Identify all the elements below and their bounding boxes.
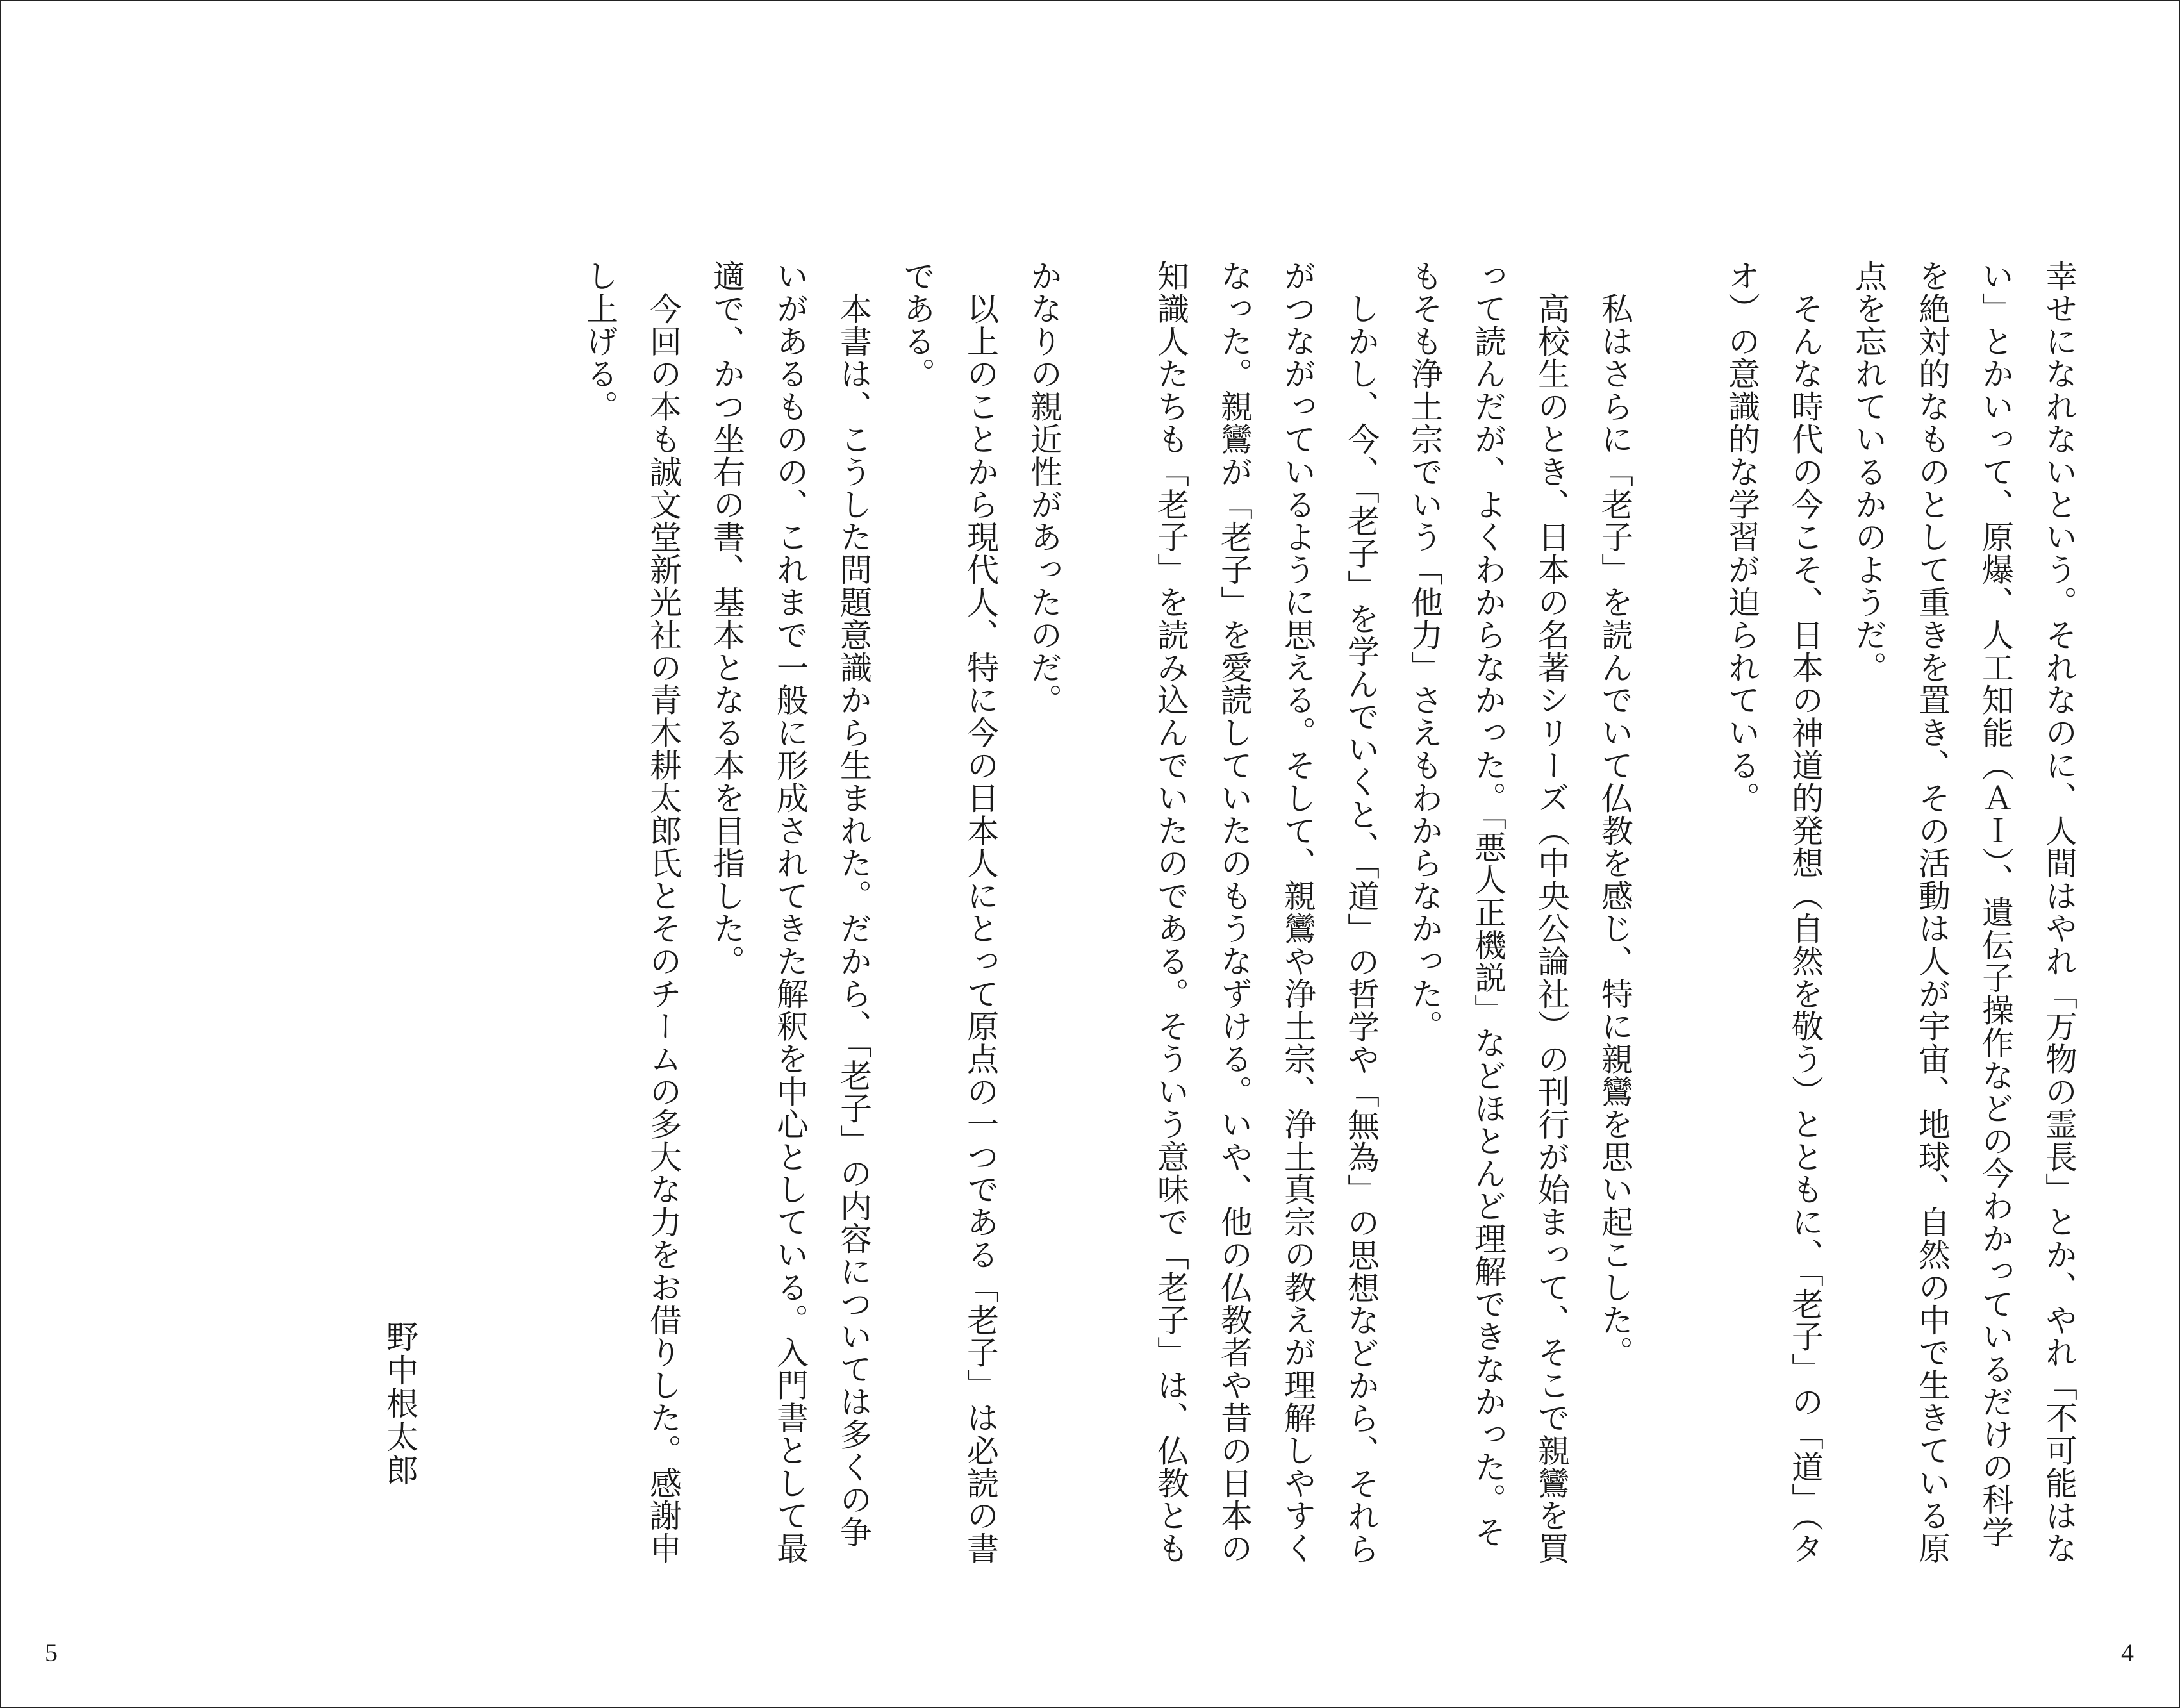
blank-line (1646, 260, 1710, 1541)
body-text (568, 260, 2090, 1565)
text-line: 適で、かつ坐右の書、基本となる本を目指した。 (708, 260, 745, 977)
text-line: し上げる。 (581, 260, 618, 423)
text-line: 幸せになれないという。それなのに、人間はやれ「万物の霊長」とか、やれ「不可能はな (2040, 260, 2077, 1564)
text-line: 点を忘れているかのようだ。 (1850, 260, 1887, 684)
text-line: い」とかいって、原爆、人工知能（ＡＩ）、遺伝子操作などの今わかっているだけの科学 (1977, 260, 2014, 1548)
text-line: いがあるものの、これまで一般に形成されてきた解釈を中心としている。入門書として最 (772, 260, 809, 1564)
text-line: 高校生のとき、日本の名著シリーズ（中央公論社）の刊行が始まって、そこで親鸞を買 (1533, 260, 1570, 1564)
text-line: 以上のことから現代人、特に今の日本人にとって原点の一つである「老子」は必読の書 (962, 260, 999, 1564)
text-line: がつながっているように思える。そして、親鸞や浄土宗、浄土真宗の教えが理解しやすく (1279, 260, 1316, 1564)
text-line: なった。親鸞が「老子」を愛読していたのもうなずける。いや、他の仏教者や昔の日本の (1216, 260, 1253, 1564)
text-line: って読んだが、よくわからなかった。「悪人正機説」などほとんど理解できなかった。そ (1469, 260, 1507, 1548)
text-line: を絶対的なものとして重きを置き、その活動は人が宇宙、地球、自然の中で生きている原 (1913, 260, 1951, 1564)
text-line: しかし、今、「老子」を学んでいくと、「道」の哲学や「無為」の思想などから、それら (1342, 260, 1380, 1565)
text-line: オ）の意識的な学習が迫られている。 (1723, 260, 1760, 815)
page-number-left: 5 (45, 1638, 58, 1667)
page-number-right: 4 (2121, 1638, 2134, 1667)
text-line: かなりの親近性があったのだ。 (1025, 260, 1062, 717)
text-line: 今回の本も誠文堂新光社の青木耕太郎氏とそのチームの多大な力をお借りした。感謝申 (645, 260, 682, 1564)
text-line: 知識人たちも「老子」を読み込んでいたのである。そういう意味で「老子」は、仏教とも (1152, 260, 1189, 1564)
text-line: 私はさらに「老子」を読んでいて仏教を感じ、特に親鸞を思い起こした。 (1596, 260, 1633, 1369)
text-line: 本書は、こうした問題意識から生まれた。だから、「老子」の内容については多くの争 (835, 260, 872, 1548)
text-line: もそも浄土宗でいう「他力」さえもわからなかった。 (1406, 260, 1443, 1043)
author-signature: 野中根太郎 (381, 1320, 418, 1487)
text-line: である。 (898, 260, 936, 390)
text-line: そんな時代の今こそ、日本の神道的発想（自然を敬う）とともに、「老子」の「道」（タ (1787, 260, 1824, 1565)
page-gutter (1075, 260, 1139, 1541)
